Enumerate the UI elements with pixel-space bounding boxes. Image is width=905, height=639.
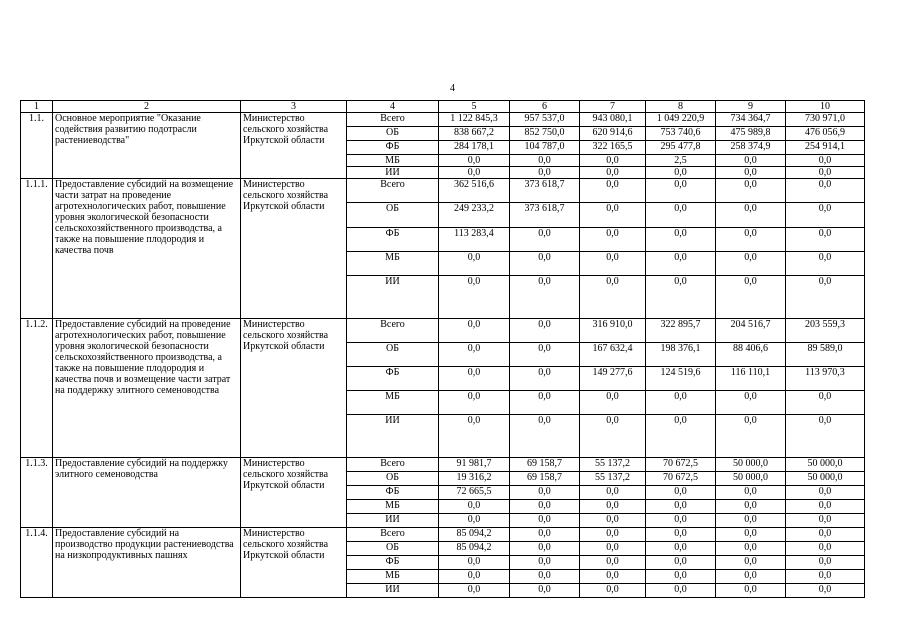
funding-source: ИИ xyxy=(347,584,439,598)
funding-value: 0,0 xyxy=(646,500,716,514)
column-header: 7 xyxy=(580,101,646,113)
section-number: 1.1.1. xyxy=(21,179,53,319)
column-header: 3 xyxy=(241,101,347,113)
funding-value: 373 618,7 xyxy=(510,203,580,228)
funding-value: 362 516,6 xyxy=(439,179,510,203)
funding-source: ОБ xyxy=(347,203,439,228)
funding-value: 0,0 xyxy=(580,528,646,542)
funding-value: 124 519,6 xyxy=(646,367,716,391)
funding-value: 0,0 xyxy=(716,167,786,179)
funding-value: 0,0 xyxy=(580,500,646,514)
budget-table xyxy=(20,100,865,598)
funding-value: 0,0 xyxy=(646,276,716,319)
funding-value: 0,0 xyxy=(580,276,646,319)
section-number: 1.1.2. xyxy=(21,319,53,458)
funding-value: 0,0 xyxy=(510,486,580,500)
funding-source: ОБ xyxy=(347,542,439,556)
funding-value: 0,0 xyxy=(580,415,646,458)
funding-value: 0,0 xyxy=(439,319,510,343)
funding-value: 0,0 xyxy=(716,570,786,584)
funding-value: 322 895,7 xyxy=(646,319,716,343)
funding-value: 0,0 xyxy=(439,500,510,514)
funding-value: 0,0 xyxy=(786,570,865,584)
funding-value: 0,0 xyxy=(646,570,716,584)
funding-value: 0,0 xyxy=(439,514,510,528)
responsible-executor: Министерство сельского хозяйства Иркутской области xyxy=(241,179,347,319)
funding-value: 113 970,3 xyxy=(786,367,865,391)
funding-value: 0,0 xyxy=(716,528,786,542)
funding-value: 254 914,1 xyxy=(786,141,865,155)
funding-value: 0,0 xyxy=(510,252,580,276)
funding-value: 88 406,6 xyxy=(716,343,786,367)
funding-value: 0,0 xyxy=(510,391,580,415)
funding-source: ОБ xyxy=(347,472,439,486)
funding-value: 0,0 xyxy=(646,203,716,228)
funding-value: 0,0 xyxy=(646,528,716,542)
funding-source: ИИ xyxy=(347,167,439,179)
funding-value: 0,0 xyxy=(439,167,510,179)
funding-value: 0,0 xyxy=(646,584,716,598)
funding-value: 284 178,1 xyxy=(439,141,510,155)
section-title: Предоставление субсидий на возмещение части затрат на проведение агротехнологических работ, повышение уровня экологической безопасности сельскохозяйственного производства, а также на повышение плодородия и качества почв xyxy=(53,179,241,319)
funding-value: 69 158,7 xyxy=(510,458,580,472)
funding-value: 0,0 xyxy=(439,252,510,276)
funding-value: 0,0 xyxy=(786,155,865,167)
funding-value: 0,0 xyxy=(580,228,646,252)
section-title: Предоставление субсидий на проведение агротехнологических работ, повышение уровня экологической безопасности сельскохозяйственного производства, а также на повышение плодородия и качества почв и возмещение части затрат на поддержку элитного семеноводства xyxy=(53,319,241,458)
table-row xyxy=(21,528,865,542)
funding-value: 852 750,0 xyxy=(510,127,580,141)
funding-value: 0,0 xyxy=(716,514,786,528)
funding-source: МБ xyxy=(347,252,439,276)
funding-value: 373 618,7 xyxy=(510,179,580,203)
funding-value: 0,0 xyxy=(439,556,510,570)
funding-value: 55 137,2 xyxy=(580,458,646,472)
funding-value: 113 283,4 xyxy=(439,228,510,252)
funding-value: 0,0 xyxy=(439,367,510,391)
funding-source: Всего xyxy=(347,319,439,343)
funding-value: 0,0 xyxy=(716,391,786,415)
funding-value: 149 277,6 xyxy=(580,367,646,391)
funding-value: 0,0 xyxy=(646,415,716,458)
funding-value: 0,0 xyxy=(580,252,646,276)
section-title: Основное мероприятие "Оказание содействия развитию подотрасли растениеводства" xyxy=(53,113,241,179)
funding-value: 0,0 xyxy=(786,542,865,556)
funding-value: 0,0 xyxy=(716,252,786,276)
funding-value: 730 971,0 xyxy=(786,113,865,127)
funding-value: 0,0 xyxy=(580,570,646,584)
section-title: Предоставление субсидий на производство продукции растениеводства на низкопродуктивных пашнях xyxy=(53,528,241,598)
table-row xyxy=(21,179,865,203)
funding-value: 316 910,0 xyxy=(580,319,646,343)
funding-value: 0,0 xyxy=(786,228,865,252)
funding-value: 1 122 845,3 xyxy=(439,113,510,127)
funding-value: 1 049 220,9 xyxy=(646,113,716,127)
responsible-executor: Министерство сельского хозяйства Иркутской области xyxy=(241,319,347,458)
funding-value: 838 667,2 xyxy=(439,127,510,141)
funding-value: 0,0 xyxy=(786,167,865,179)
funding-value: 0,0 xyxy=(580,203,646,228)
funding-value: 0,0 xyxy=(786,486,865,500)
funding-value: 203 559,3 xyxy=(786,319,865,343)
funding-source: ФБ xyxy=(347,141,439,155)
funding-value: 0,0 xyxy=(716,542,786,556)
column-header: 5 xyxy=(439,101,510,113)
funding-source: ИИ xyxy=(347,276,439,319)
funding-value: 0,0 xyxy=(716,155,786,167)
responsible-executor: Министерство сельского хозяйства Иркутской области xyxy=(241,458,347,528)
funding-value: 70 672,5 xyxy=(646,458,716,472)
funding-value: 55 137,2 xyxy=(580,472,646,486)
funding-value: 198 376,1 xyxy=(646,343,716,367)
funding-value: 0,0 xyxy=(716,415,786,458)
funding-value: 0,0 xyxy=(646,391,716,415)
funding-value: 295 477,8 xyxy=(646,141,716,155)
funding-value: 0,0 xyxy=(580,179,646,203)
funding-value: 0,0 xyxy=(580,391,646,415)
funding-value: 0,0 xyxy=(439,584,510,598)
funding-value: 0,0 xyxy=(580,514,646,528)
column-header: 10 xyxy=(786,101,865,113)
funding-source: МБ xyxy=(347,500,439,514)
responsible-executor: Министерство сельского хозяйства Иркутской области xyxy=(241,113,347,179)
table-row xyxy=(21,113,865,127)
funding-value: 2,5 xyxy=(646,155,716,167)
funding-source: МБ xyxy=(347,155,439,167)
funding-value: 50 000,0 xyxy=(716,472,786,486)
funding-value: 0,0 xyxy=(716,500,786,514)
funding-value: 0,0 xyxy=(580,584,646,598)
funding-source: МБ xyxy=(347,570,439,584)
funding-value: 0,0 xyxy=(510,528,580,542)
funding-value: 0,0 xyxy=(510,415,580,458)
column-header: 9 xyxy=(716,101,786,113)
funding-source: Всего xyxy=(347,113,439,127)
column-header: 8 xyxy=(646,101,716,113)
funding-value: 0,0 xyxy=(510,542,580,556)
funding-value: 249 233,2 xyxy=(439,203,510,228)
funding-value: 0,0 xyxy=(510,514,580,528)
funding-value: 50 000,0 xyxy=(716,458,786,472)
funding-value: 322 165,5 xyxy=(580,141,646,155)
funding-source: ФБ xyxy=(347,486,439,500)
funding-value: 0,0 xyxy=(716,276,786,319)
funding-value: 0,0 xyxy=(646,179,716,203)
column-header: 2 xyxy=(53,101,241,113)
funding-value: 116 110,1 xyxy=(716,367,786,391)
funding-source: Всего xyxy=(347,528,439,542)
funding-value: 943 080,1 xyxy=(580,113,646,127)
funding-value: 104 787,0 xyxy=(510,141,580,155)
funding-value: 0,0 xyxy=(786,391,865,415)
funding-value: 0,0 xyxy=(580,486,646,500)
responsible-executor: Министерство сельского хозяйства Иркутской области xyxy=(241,528,347,598)
funding-value: 258 374,9 xyxy=(716,141,786,155)
funding-value: 0,0 xyxy=(716,584,786,598)
funding-value: 19 316,2 xyxy=(439,472,510,486)
funding-value: 0,0 xyxy=(510,584,580,598)
funding-value: 0,0 xyxy=(439,391,510,415)
funding-value: 0,0 xyxy=(716,556,786,570)
funding-value: 0,0 xyxy=(716,203,786,228)
funding-value: 0,0 xyxy=(646,167,716,179)
funding-value: 0,0 xyxy=(786,514,865,528)
funding-value: 0,0 xyxy=(786,179,865,203)
funding-value: 0,0 xyxy=(646,514,716,528)
funding-value: 70 672,5 xyxy=(646,472,716,486)
funding-value: 0,0 xyxy=(510,367,580,391)
funding-source: Всего xyxy=(347,179,439,203)
funding-value: 69 158,7 xyxy=(510,472,580,486)
funding-value: 0,0 xyxy=(786,276,865,319)
funding-value: 0,0 xyxy=(510,343,580,367)
funding-value: 0,0 xyxy=(510,556,580,570)
funding-source: МБ xyxy=(347,391,439,415)
section-title: Предоставление субсидий на поддержку элитного семеноводства xyxy=(53,458,241,528)
funding-value: 0,0 xyxy=(646,228,716,252)
funding-value: 167 632,4 xyxy=(580,343,646,367)
funding-value: 620 914,6 xyxy=(580,127,646,141)
funding-value: 957 537,0 xyxy=(510,113,580,127)
header-row xyxy=(21,101,865,113)
funding-value: 0,0 xyxy=(439,155,510,167)
funding-source: ИИ xyxy=(347,514,439,528)
funding-value: 0,0 xyxy=(439,276,510,319)
funding-value: 0,0 xyxy=(580,542,646,556)
funding-value: 0,0 xyxy=(510,319,580,343)
funding-value: 0,0 xyxy=(646,556,716,570)
funding-value: 0,0 xyxy=(786,203,865,228)
funding-value: 0,0 xyxy=(510,276,580,319)
funding-value: 0,0 xyxy=(646,486,716,500)
funding-value: 0,0 xyxy=(716,179,786,203)
funding-value: 0,0 xyxy=(786,252,865,276)
section-number: 1.1. xyxy=(21,113,53,179)
funding-source: ОБ xyxy=(347,343,439,367)
funding-value: 204 516,7 xyxy=(716,319,786,343)
page-number: 4 xyxy=(450,83,455,94)
funding-value: 0,0 xyxy=(439,343,510,367)
funding-value: 0,0 xyxy=(510,570,580,584)
funding-value: 0,0 xyxy=(716,486,786,500)
funding-value: 0,0 xyxy=(510,228,580,252)
column-header: 4 xyxy=(347,101,439,113)
funding-value: 0,0 xyxy=(786,528,865,542)
funding-value: 0,0 xyxy=(580,167,646,179)
funding-value: 0,0 xyxy=(439,415,510,458)
funding-value: 0,0 xyxy=(510,155,580,167)
funding-value: 0,0 xyxy=(786,415,865,458)
section-number: 1.1.3. xyxy=(21,458,53,528)
funding-value: 0,0 xyxy=(510,167,580,179)
funding-source: ФБ xyxy=(347,228,439,252)
funding-source: Всего xyxy=(347,458,439,472)
funding-value: 50 000,0 xyxy=(786,472,865,486)
funding-value: 91 981,7 xyxy=(439,458,510,472)
funding-value: 72 665,5 xyxy=(439,486,510,500)
funding-source: ИИ xyxy=(347,415,439,458)
funding-value: 0,0 xyxy=(646,542,716,556)
funding-source: ОБ xyxy=(347,127,439,141)
column-header: 1 xyxy=(21,101,53,113)
funding-value: 85 094,2 xyxy=(439,542,510,556)
funding-value: 0,0 xyxy=(716,228,786,252)
funding-source: ФБ xyxy=(347,556,439,570)
funding-value: 89 589,0 xyxy=(786,343,865,367)
funding-value: 0,0 xyxy=(580,556,646,570)
funding-value: 0,0 xyxy=(786,500,865,514)
funding-value: 0,0 xyxy=(510,500,580,514)
table-row xyxy=(21,458,865,472)
funding-value: 0,0 xyxy=(580,155,646,167)
funding-value: 734 364,7 xyxy=(716,113,786,127)
funding-value: 475 989,8 xyxy=(716,127,786,141)
funding-value: 476 056,9 xyxy=(786,127,865,141)
table-row xyxy=(21,319,865,343)
funding-value: 0,0 xyxy=(439,570,510,584)
section-number: 1.1.4. xyxy=(21,528,53,598)
funding-value: 0,0 xyxy=(786,584,865,598)
funding-value: 50 000,0 xyxy=(786,458,865,472)
column-header: 6 xyxy=(510,101,580,113)
funding-value: 753 740,6 xyxy=(646,127,716,141)
funding-source: ФБ xyxy=(347,367,439,391)
funding-value: 85 094,2 xyxy=(439,528,510,542)
funding-value: 0,0 xyxy=(786,556,865,570)
funding-value: 0,0 xyxy=(646,252,716,276)
